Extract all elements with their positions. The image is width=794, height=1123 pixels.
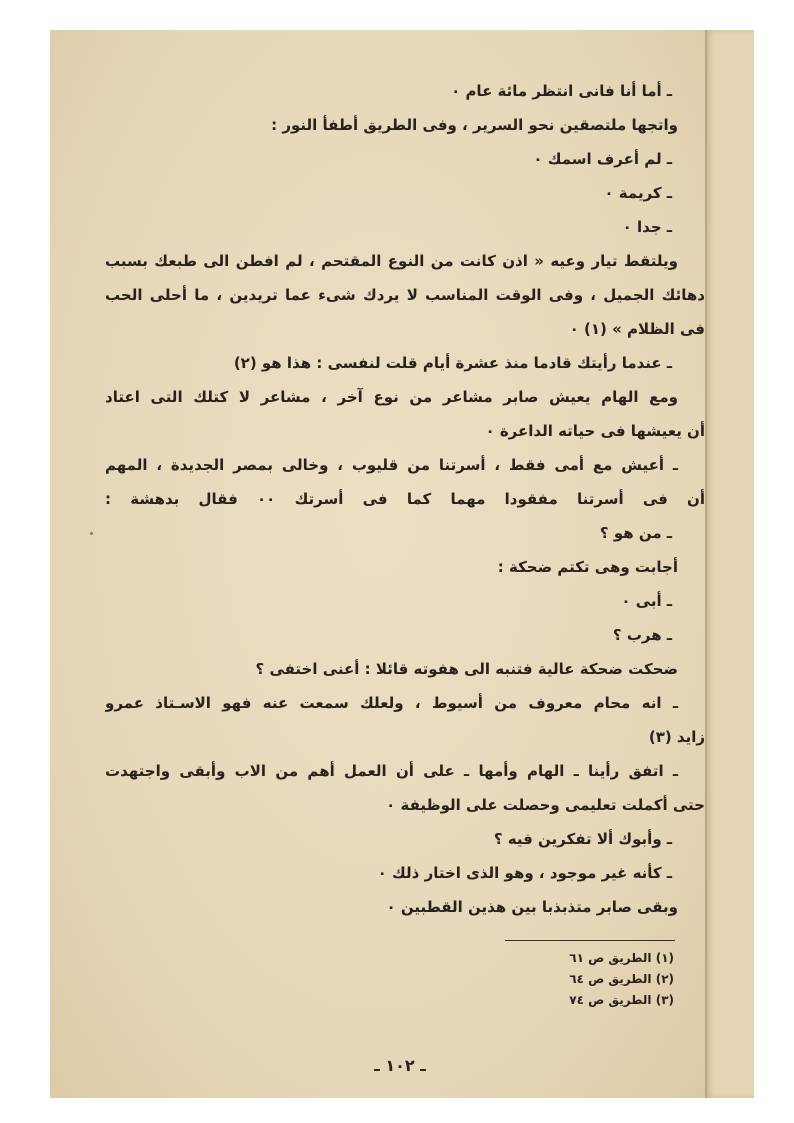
text-line-9: ـ عندما رأيتك قادما منذ عشرة أيام قلت لنفسى : هذا هو (٢) (233, 354, 672, 372)
text-line-6: ويلتقط تيار وعيه « اذن كانت من النوع المقتحم ، لم افطن الى طبعك بسبب (105, 252, 678, 270)
text-line-19: ـ انه محام معروف من أسيوط ، ولعلك سمعت عنه فهو الاسـتاذ عمرو (105, 694, 678, 712)
text-line-22: حتى أكملت تعليمى وحصلت على الوظيفة ٠ (386, 796, 705, 814)
text-line-2: واتجها ملتصقين نحو السرير ، وفى الطريق أطفأ النور : (271, 116, 678, 134)
text-line-7: دهائك الجميل ، وفى الوقت المناسب لا يردك شىء عما تريدين ، ما أحلى الحب (105, 286, 705, 304)
text-line-15: أجابت وهى تكتم ضحكة : (497, 558, 678, 576)
text-line-3: ـ لم أعرف اسمك ٠ (533, 150, 672, 168)
footnote-3: (٣) الطريق ص ٧٤ (569, 993, 674, 1007)
text-line-1: ـ أما أنا فانى انتظر مائة عام ٠ (451, 82, 672, 100)
body-text (105, 74, 705, 924)
footnote-1: (١) الطريق ص ٦١ (569, 951, 674, 965)
text-line-24: ـ كأنه غير موجود ، وهو الذى اختار ذلك ٠ (377, 864, 672, 882)
text-line-5: ـ جدا ٠ (622, 218, 672, 236)
footnote-2: (٢) الطريق ص ٦٤ (569, 972, 674, 986)
text-line-4: ـ كريمة ٠ (604, 184, 672, 202)
page-number: ـ ١٠٢ ـ (374, 1056, 426, 1075)
book-page (50, 30, 705, 1098)
text-line-8: فى الظلام » (١) ٠ (569, 320, 705, 338)
text-line-16: ـ أبى ٠ (621, 592, 672, 610)
text-line-23: ـ وأبوك ألا تفكرين فيه ؟ (493, 830, 672, 848)
scanned-page (50, 30, 754, 1098)
text-line-10: ومع الهام يعيش صابر مشاعر من نوع آخر ، مشاعر لا كتلك التى اعتاد (105, 388, 678, 406)
text-line-14: ـ من هو ؟ (599, 524, 672, 542)
paper-speck (90, 532, 93, 535)
text-line-18: ضحكت ضحكة عالية فتنبه الى هفوته قائلا : أعنى اختفى ؟ (255, 660, 678, 678)
text-line-21: ـ اتفق رأينا ـ الهام وأمها ـ على أن العمل أهم من الاب وأبقى واجتهدت (105, 762, 678, 780)
text-line-25: وبقى صابر متذبذبا بين هذين القطبين ٠ (386, 898, 678, 916)
text-line-13: أن فى أسرتنا مفقودا مهما كما فى أسرتك ٠٠ فقال بدهشة : (105, 490, 705, 508)
footnote-rule (505, 940, 675, 941)
text-line-20: زايد (٣) (648, 728, 705, 746)
text-line-12: ـ أعيش مع أمى فقط ، أسرتنا من قليوب ، وخالى بمصر الجديدة ، المهم (105, 456, 678, 474)
footnotes (470, 948, 674, 1011)
text-line-11: أن يعيشها فى حياته الداعرة ٠ (485, 422, 705, 440)
text-line-17: ـ هرب ؟ (612, 626, 672, 644)
page-edge (705, 30, 754, 1098)
